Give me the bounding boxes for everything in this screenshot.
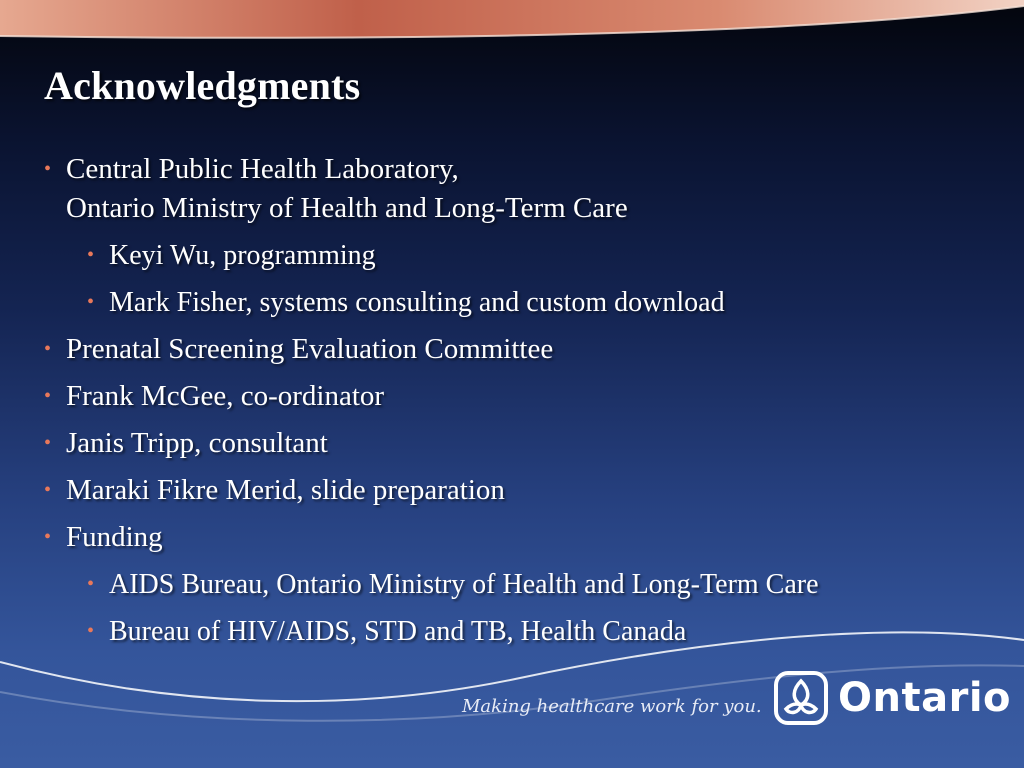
brand-name: Ontario: [838, 675, 1012, 721]
list-item: [44, 330, 1004, 369]
list-item: [87, 236, 1004, 275]
list-item: [44, 377, 1004, 416]
list-item: [44, 424, 1004, 463]
ontario-logo: [774, 670, 1011, 726]
bullet-icon: •: [87, 291, 95, 313]
bullet-icon: •: [44, 479, 52, 501]
bullet-icon: •: [87, 244, 95, 266]
list-item: [44, 471, 1004, 510]
bullet-icon: •: [44, 338, 52, 360]
slide-title: Acknowledgments: [44, 63, 361, 108]
bullet-icon: •: [44, 158, 52, 180]
list-item-text: Maraki Fikre Merid, slide preparation: [66, 474, 505, 506]
list-item-text: Janis Tripp, consultant: [66, 427, 328, 459]
bullet-icon: •: [44, 526, 52, 548]
bullet-list: [44, 150, 1004, 659]
list-item-text: Frank McGee, co-ordinator: [66, 380, 385, 412]
list-item-text: Bureau of HIV/AIDS, STD and TB, Health Canada: [109, 616, 687, 647]
bullet-icon: •: [44, 385, 52, 407]
list-item-text: Prenatal Screening Evaluation Committee: [66, 333, 554, 365]
list-item-text: Funding: [66, 521, 163, 553]
list-item-text: Mark Fisher, systems consulting and custom download: [109, 287, 725, 318]
top-decorative-band: [0, 0, 1024, 48]
trillium-icon: [774, 671, 828, 725]
bullet-icon: •: [87, 573, 95, 595]
list-item-text: Keyi Wu, programming: [109, 240, 376, 271]
bullet-icon: •: [44, 432, 52, 454]
list-item: [87, 283, 1004, 322]
list-item-text: AIDS Bureau, Ontario Ministry of Health and Long-Term Care: [109, 569, 819, 600]
list-item: [87, 565, 1004, 604]
list-item: [44, 518, 1004, 557]
bullet-icon: •: [87, 620, 95, 642]
list-item-text: Central Public Health Laboratory,: [66, 153, 459, 185]
list-item-text-line2: Ontario Ministry of Health and Long-Term Care: [66, 192, 628, 224]
list-item: [44, 150, 1004, 228]
tagline: Making healthcare work for you.: [462, 696, 762, 717]
